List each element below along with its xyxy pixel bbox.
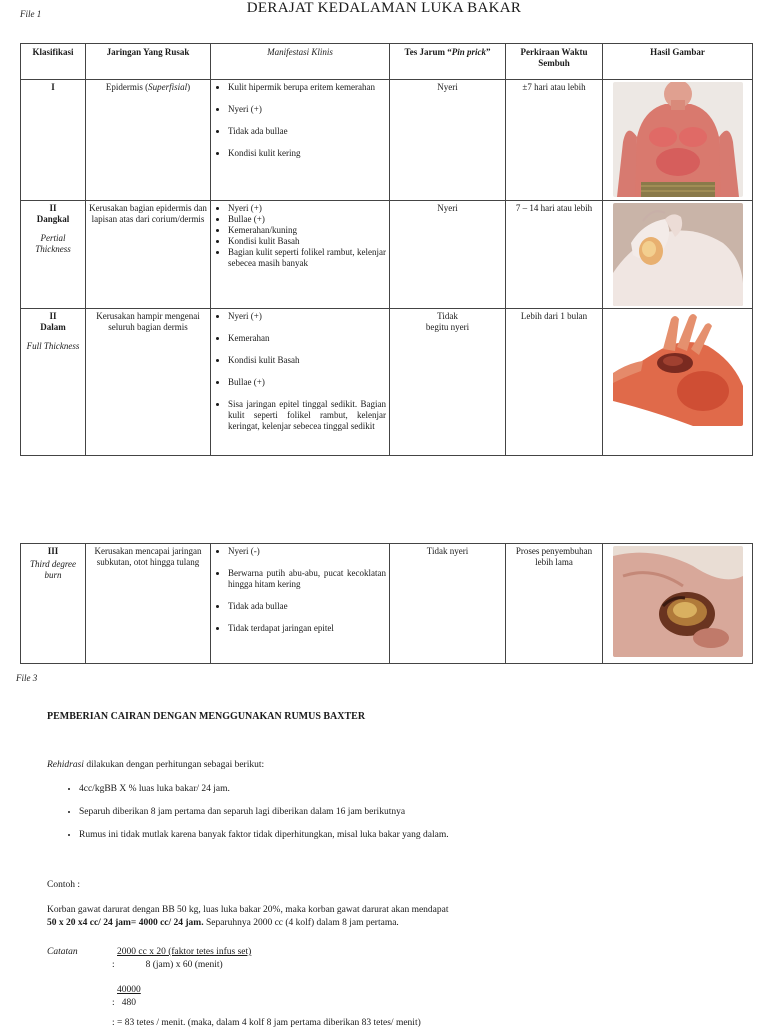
burn-ankle-wound-icon — [613, 546, 743, 657]
calc-step-3: : = 83 tetes / menit. (maka, dalam 4 kolf 8 jam pertama diberikan 83 tetes/ menit) — [112, 1018, 421, 1028]
tissue-cell: Kerusakan mencapai jaringan subkutan, otot hingga tulang — [86, 544, 211, 664]
formula-list — [47, 783, 759, 852]
grade-label: I — [51, 82, 55, 92]
col-header-waktu-sembuh: Perkiraan Waktu Sembuh — [506, 44, 603, 80]
list-item: • Nyeri (+) — [228, 311, 386, 322]
list-item: • Tidak terdapat jaringan epitel — [228, 623, 386, 634]
manifestation-list — [214, 82, 386, 159]
list-item: • 4cc/kgBB X % luas luka bakar/ 24 jam. — [79, 783, 759, 796]
example-label: Contoh : — [47, 880, 80, 890]
list-item: • Sisa jaringan epitel tinggal sedikit. Bagian kulit seperti folikel rambut, kelenjar keringat, kelenjar sebecea tinggal sedikit — [228, 399, 386, 432]
pin-prick-cell: Tidak begitu nyeri — [390, 309, 506, 456]
grade-name: Dangkal — [36, 214, 70, 224]
manifestation-list — [214, 546, 386, 634]
burn-hand-icon — [613, 311, 743, 426]
col-header-hasil-gambar: Hasil Gambar — [603, 44, 753, 80]
pin-prick-cell: Nyeri — [390, 80, 506, 201]
list-item: • Bagian kulit seperti folikel rambut, kelenjar sebecea masih banyak — [228, 247, 386, 269]
tissue-cell: Kerusakan hampir mengenai seluruh bagian dermis — [86, 309, 211, 456]
tissue-cell: Epidermis (Superfisial) — [86, 80, 211, 201]
manifestation-list — [214, 311, 386, 432]
burn-foot-blister-icon — [613, 203, 743, 306]
list-item: • Kemerahan — [228, 333, 386, 344]
table-row — [21, 80, 753, 201]
grade-subtitle: Full Thickness — [26, 341, 80, 351]
list-item: • Tidak ada bullae — [228, 126, 386, 137]
note-label: Catatan — [47, 947, 78, 957]
list-item: • Nyeri (-) — [228, 546, 386, 557]
page-title: DERAJAT KEDALAMAN LUKA BAKAR — [246, 0, 522, 16]
table-row — [21, 544, 753, 664]
pin-prick-cell: Tidak nyeri — [390, 544, 506, 664]
col-header-klasifikasi: Klasifikasi — [21, 44, 86, 80]
list-item: • Berwarna putih abu-abu, pucat kecoklatan hingga hitam kering — [228, 568, 386, 590]
section-title: PEMBERIAN CAIRAN DENGAN MENGGUNAKAN RUMUS BAXTER — [47, 711, 366, 722]
grade-subtitle: Third degree burn — [29, 559, 77, 580]
table-row — [21, 201, 753, 309]
tissue-cell: Kerusakan bagian epidermis dan lapisan atas dari corium/dermis — [86, 201, 211, 309]
table-row — [21, 309, 753, 456]
list-item: • Tidak ada bullae — [228, 601, 386, 612]
table-header-row — [21, 44, 753, 80]
burn-depth-table-continued — [20, 543, 753, 664]
grade-label: II — [49, 203, 57, 213]
list-item: • Nyeri (+) — [228, 104, 386, 115]
burn-chest-icon — [613, 82, 743, 197]
list-item: • Separuh diberikan 8 jam pertama dan separuh lagi diberikan dalam 16 jam berikutnya — [79, 806, 759, 819]
col-header-jaringan: Jaringan Yang Rusak — [86, 44, 211, 80]
list-item: • Nyeri (+) — [228, 203, 386, 214]
col-header-manifestasi: Manifestasi Klinis — [211, 44, 390, 80]
list-item: • Kondisi kulit kering — [228, 148, 386, 159]
healing-cell: 7 – 14 hari atau lebih — [506, 201, 603, 309]
intro-text: Rehidrasi dilakukan dengan perhitungan sebagai berikut: — [47, 760, 265, 770]
list-item: • Bullae (+) — [228, 214, 386, 225]
list-item: • Kondisi kulit Basah — [228, 355, 386, 366]
healing-cell: ±7 hari atau lebih — [506, 80, 603, 201]
example-text: Korban gawat darurat dengan BB 50 kg, luas luka bakar 20%, maka korban gawat darurat akan mendapat 50 x 20 x4 cc/ 24 jam= 4000 cc/ 24 jam. Separuhnya 2000 cc (4 kolf) dalam 8 jam pertama. — [47, 905, 449, 928]
grade-subtitle: Pertial Thickness — [35, 233, 71, 254]
manifestation-list — [214, 203, 386, 269]
healing-cell: Lebih dari 1 bulan — [506, 309, 603, 456]
list-item: • Kondisi kulit Basah — [228, 236, 386, 247]
pin-prick-cell: Nyeri — [390, 201, 506, 309]
file-label-2: File 3 — [16, 673, 38, 683]
list-item: • Rumus ini tidak mutlak karena banyak faktor tidak diperhitungkan, misal luka bakar yang dalam. — [79, 829, 759, 842]
burn-depth-table — [20, 43, 753, 456]
file-label: File 1 — [20, 9, 42, 19]
grade-name: Dalam — [40, 322, 66, 332]
grade-label: III — [47, 546, 59, 556]
list-item: • Bullae (+) — [228, 377, 386, 388]
list-item: • Kulit hipermik berupa eritem kemerahan — [228, 82, 386, 93]
col-header-tes-jarum: Tes Jarum “Pin prick” — [390, 44, 506, 80]
healing-cell: Proses penyembuhan lebih lama — [506, 544, 603, 664]
grade-label: II — [49, 311, 57, 321]
calc-step-1: : $\frac{\text{2000 cc x 20 (faktor tetes infus set)}}{\text{8 (jam) x 60 (menit)}}$ — [112, 947, 252, 970]
calc-step-2: : $\frac{40000}{480}$ — [112, 985, 141, 1008]
list-item: • Kemerahan/kuning — [228, 225, 386, 236]
